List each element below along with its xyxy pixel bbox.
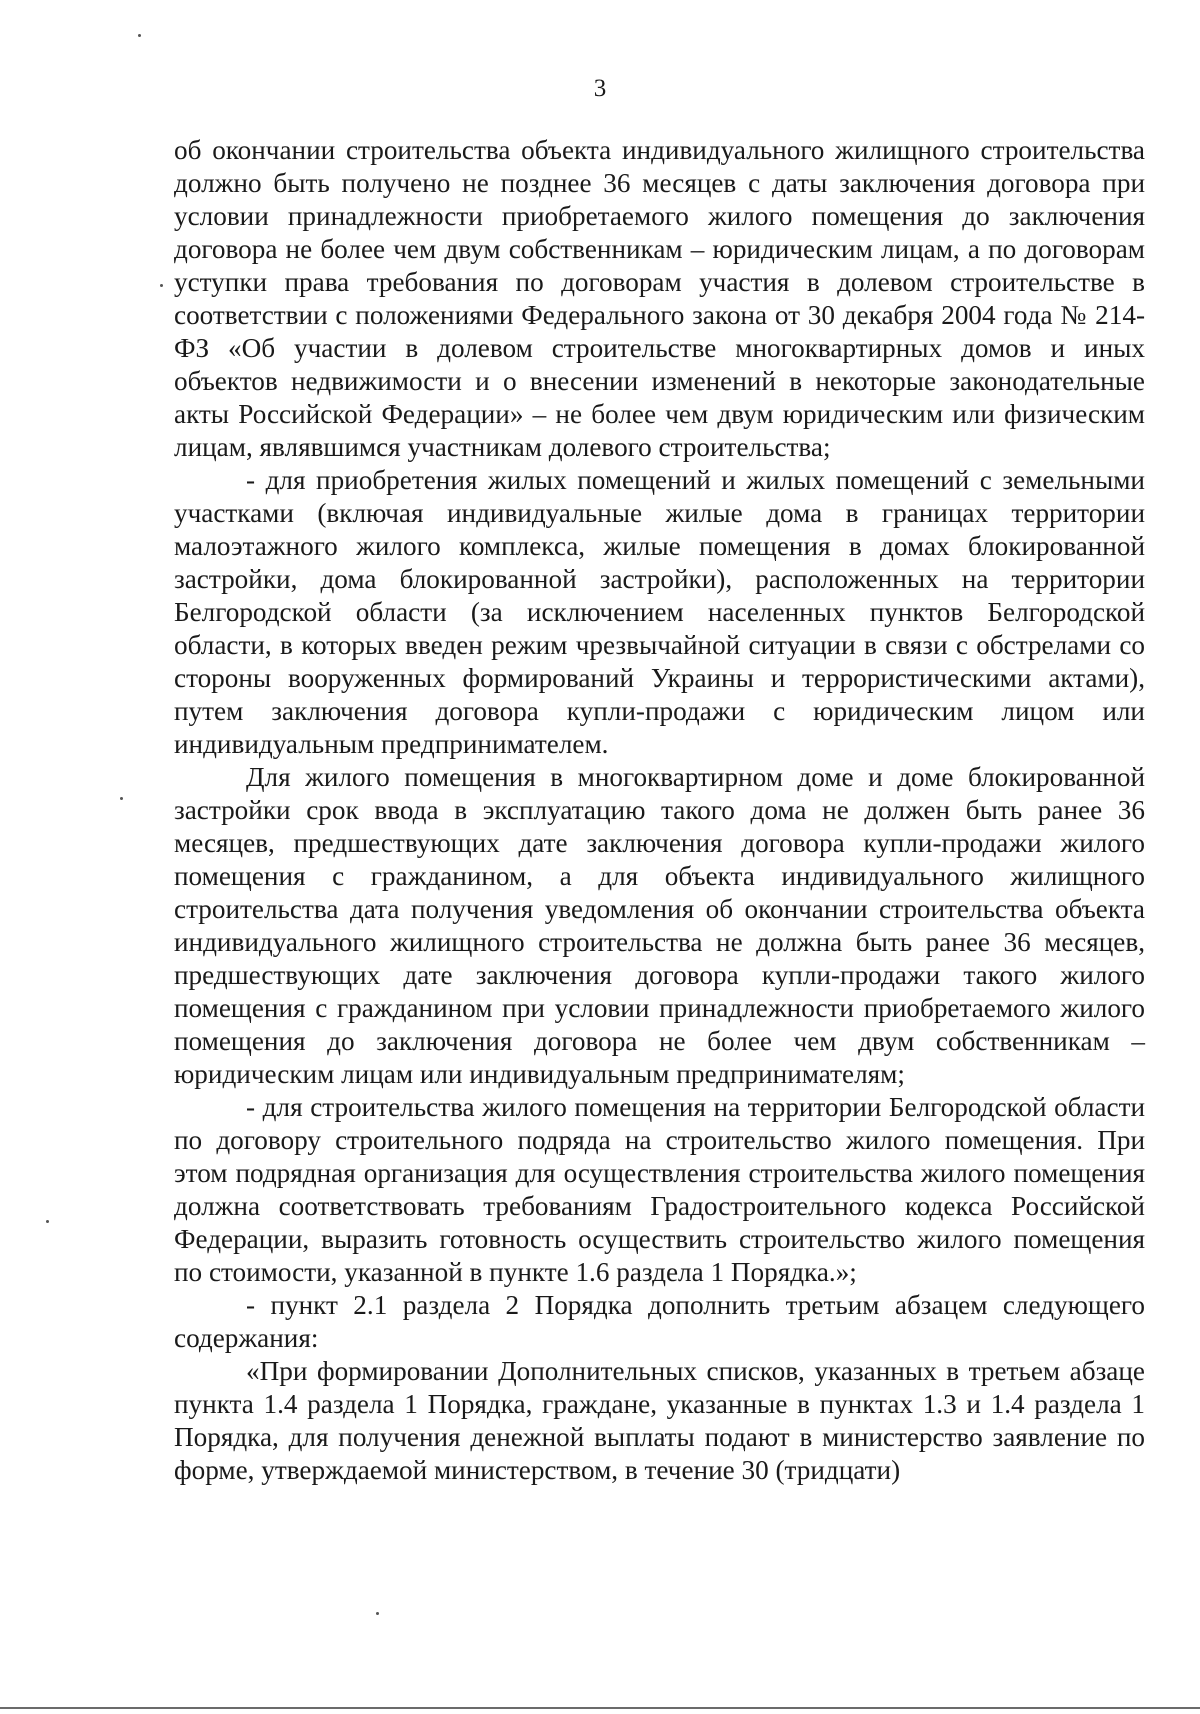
scan-speck bbox=[160, 284, 163, 287]
paragraph-construction: - для строительства жилого помещения на территории Белгородской области по договору строительного подряда на строительство жилого помещения. При этом подрядная организация для осуществления строительства жилого помещения должна соответствовать требованиям Градостроительного кодекса Российской Федерации, выразить готовность осуществить строительство жилого помещения по стоимости, указанной в пункте 1.6 раздела 1 Порядка.»; bbox=[174, 1092, 1145, 1287]
document-body bbox=[174, 134, 1145, 1487]
scan-edge-line bbox=[0, 1707, 1200, 1709]
paragraph-quoted-addition: «При формировании Дополнительных списков, указанных в третьем абзаце пункта 1.4 раздела 1 Порядка, граждане, указанные в пунктах 1.3 и 1.4 раздела 1 Порядка, для получения денежной выплаты подают в министерство заявление по форме, утверждаемой министерством, в течение 30 (тридцати) bbox=[174, 1356, 1145, 1485]
paragraph-purchase: - для приобретения жилых помещений и жилых помещений с земельными участками (включая индивидуальные жилые дома в границах территории малоэтажного жилого комплекса, жилые помещения в домах блокированной застройки, дома блокированной застройки), расположенных на территории Белгородской области (за исключением населенных пунктов Белгородской области, в которых введен режим чрезвычайной ситуации в связи с обстрелами со стороны вооруженных формирований Украины и террористическими актами), путем заключения договора купли-продажи с юридическим лицом или индивидуальным предпринимателем. bbox=[174, 465, 1145, 759]
paragraph-commissioning-term: Для жилого помещения в многоквартирном доме и доме блокированной застройки срок ввода в эксплуатацию такого дома не должен быть ранее 36 месяцев, предшествующих дате заключения договора купли-продажи жилого помещения с гражданином, а для объекта индивидуального жилищного строительства дата получения уведомления об окончании строительства объекта индивидуального жилищного строительства не должна быть ранее 36 месяцев, предшествующих дате заключения договора купли-продажи такого жилого помещения с гражданином при условии принадлежности приобретаемого жилого помещения до заключения договора не более чем двум собственникам – юридическим лицам или индивидуальным предпринимателям; bbox=[174, 762, 1145, 1089]
scan-speck bbox=[138, 34, 141, 37]
page-number: 3 bbox=[593, 75, 607, 102]
scan-speck bbox=[120, 797, 123, 800]
scan-speck bbox=[46, 1220, 49, 1223]
paragraph-amendment: - пункт 2.1 раздела 2 Порядка дополнить третьим абзацем следующего содержания: bbox=[174, 1290, 1145, 1353]
scan-speck bbox=[376, 1612, 379, 1615]
paragraph-continuation: об окончании строительства объекта индивидуального жилищного строительства должно быть получено не позднее 36 месяцев с даты заключения договора при условии принадлежности приобретаемого жилого помещения до заключения договора не более чем двум собственникам – юридическим лицам, а по договорам уступки права требования по договорам участия в долевом строительстве в соответствии с положениями Федерального закона от 30 декабря 2004 года № 214-ФЗ «Об участии в долевом строительстве многоквартирных домов и иных объектов недвижимости и о внесении изменений в некоторые законодательные акты Российской Федерации» – не более чем двум юридическим или физическим лицам, являвшимся участникам долевого строительства; bbox=[174, 135, 1145, 462]
